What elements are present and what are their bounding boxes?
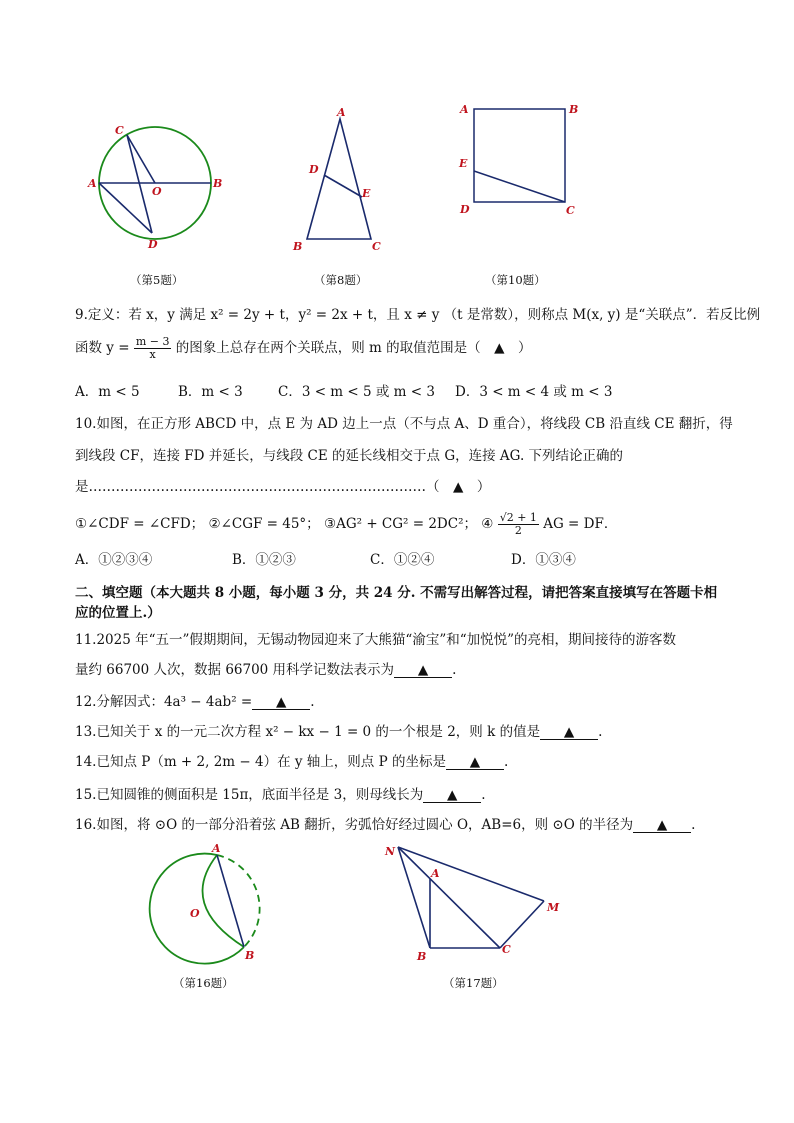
label-a: A [431, 867, 440, 880]
q12-answer-blank[interactable]: ▲ [252, 695, 310, 710]
q10-line2: 到线段 CF，连接 FD 并延长，与线段 CE 的延长线相交于点 G，连接 AG. 下列结论正确的 [75, 448, 624, 464]
q9-option-d: D．3 < m < 4 或 m < 3 [455, 384, 613, 400]
q12 [75, 692, 315, 712]
label-b: B [569, 103, 579, 116]
q15 [75, 785, 486, 805]
label-d: D [460, 203, 470, 216]
q9-line1: 9.定义：若 x，y 满足 x² = 2y + t，y² = 2x + t，且 x ≠ y （t 是常数），则称点 M(x, y) 是“关联点”．若反比例 [75, 307, 761, 323]
figure-16 [150, 843, 280, 963]
q11-line1: 11.2025 年“五一”假期期间，无锡动物园迎来了大熊猫“渝宝”和“加悦悦”的亮相，期间接待的游客数 [75, 632, 677, 648]
q13-text: 13.已知关于 x 的一元二次方程 x² − kx − 1 = 0 的一个根是 2，则 k 的值是 [75, 724, 541, 740]
q10-statement-3: ③AG² + CG² = 2DC²； [323, 516, 477, 532]
section2-heading-line2: 应的位置上.） [75, 605, 161, 621]
q16-text: 16.如图，将 ⊙O 的一部分沿着弦 AB 翻折，劣弧恰好经过圆心 O，AB=6，则 ⊙O 的半径为 [75, 817, 634, 833]
label-a: A [337, 106, 346, 119]
q10-statement-2: ②∠CGF = 45°； [208, 516, 320, 532]
q15-answer-blank[interactable]: ▲ [423, 788, 481, 803]
q10-frac-num: √2 + 1 [499, 511, 537, 524]
label-d: D [148, 238, 158, 251]
chord-ab [217, 855, 244, 947]
q15-text: 15.已知圆锥的侧面积是 15π，底面半径是 3，则母线长为 [75, 787, 424, 803]
q10-option-d: D．①③④ [511, 552, 576, 568]
label-e: E [362, 187, 371, 200]
q10-frac-den: 2 [514, 524, 522, 537]
q9-option-b: B．m < 3 [178, 384, 243, 400]
label-b: B [213, 177, 223, 190]
q10-fraction [498, 512, 539, 537]
label-b: B [293, 240, 303, 253]
figure-10 [455, 100, 585, 220]
label-c: C [502, 943, 511, 956]
square-abcd [474, 109, 565, 202]
segment-ec [474, 171, 565, 202]
label-d: D [309, 163, 319, 176]
segment-nm [398, 847, 544, 901]
q15-post: . [481, 787, 486, 803]
q10-statement-4-post: AG = DF． [543, 516, 618, 532]
q9-option-a: A．m < 5 [75, 384, 140, 400]
q10-statement-4-pre: ④ [481, 516, 494, 532]
q16-answer-blank[interactable]: ▲ [633, 818, 691, 833]
q10-option-c: C．①②④ [370, 552, 435, 568]
q12-text: 12.分解因式：4a³ − 4ab² = [75, 694, 253, 710]
label-m: M [547, 901, 560, 914]
q14-text: 14.已知点 P（m + 2, 2m − 4）在 y 轴上，则点 P 的坐标是 [75, 754, 446, 770]
label-e: E [459, 157, 468, 170]
label-b: B [245, 949, 255, 962]
q11-line2 [75, 660, 456, 680]
segment-co [127, 135, 155, 183]
caption-fig10: （第10题） [485, 273, 546, 287]
caption-fig16: （第16题） [173, 976, 234, 990]
q10-statement-1: ①∠CDF = ∠CFD； [75, 516, 205, 532]
label-a: A [460, 103, 469, 116]
label-a: A [88, 177, 97, 190]
label-o: O [152, 185, 162, 198]
section2-heading-line1: 二、填空题（本大题共 8 小题，每小题 3 分，共 24 分. 不需写出解答过程，请把答案直接填写在答题卡相 [75, 585, 718, 601]
chord-cd [127, 135, 152, 233]
folded-arc [203, 855, 244, 947]
q16 [75, 815, 695, 835]
q10-option-a: A．①②③④ [75, 552, 153, 568]
q9-line2 [75, 336, 532, 361]
q9-line2-pre: 函数 y = [75, 340, 130, 356]
label-c: C [115, 124, 124, 137]
q10-option-b: B．①②③ [232, 552, 296, 568]
q10-line1: 10.如图，在正方形 ABCD 中，点 E 为 AD 边上一点（不与点 A、D 重合），将线段 CB 沿直线 CE 翻折，得 [75, 416, 733, 432]
q9-option-c: C．3 < m < 5 或 m < 3 [278, 384, 435, 400]
q10-line3: 是…………………………………………………………………（ ▲ ） [75, 479, 491, 495]
q13-post: . [598, 724, 603, 740]
figure-8 [288, 105, 398, 255]
caption-fig5: （第5题） [130, 273, 184, 287]
q13 [75, 722, 602, 742]
segment-mc [500, 901, 544, 948]
q16-post: . [691, 817, 696, 833]
q12-post: . [310, 694, 315, 710]
segment-de [324, 175, 362, 197]
circle-o-dashed-arc [217, 855, 260, 947]
triangle-abc [307, 119, 371, 239]
q9-fraction [134, 336, 172, 361]
q14-post: . [503, 754, 509, 770]
q14 [75, 752, 508, 772]
q11-line2-post: . [452, 662, 457, 678]
q10-statements [75, 512, 617, 537]
figure-17 [382, 840, 567, 965]
q14-answer-blank[interactable]: ▲ [446, 755, 504, 770]
q13-answer-blank[interactable]: ▲ [540, 725, 598, 740]
q11-answer-blank[interactable]: ▲ [394, 663, 452, 678]
label-c: C [566, 204, 575, 217]
label-b: B [417, 950, 427, 963]
q9-line2-post: 的图象上总存在两个关联点，则 m 的取值范围是（ ▲ ） [175, 340, 532, 356]
caption-fig8: （第8题） [314, 273, 368, 287]
label-c: C [372, 240, 381, 253]
q9-frac-den: x [149, 348, 156, 361]
figure-5 [80, 118, 230, 258]
label-n: N [385, 845, 396, 858]
label-a: A [212, 842, 221, 855]
q9-frac-num: m − 3 [135, 335, 170, 348]
caption-fig17: （第17题） [443, 976, 504, 990]
label-o: O [190, 907, 200, 920]
chord-ad [99, 183, 152, 233]
q11-line2-pre: 量约 66700 人次，数据 66700 用科学记数法表示为 [75, 662, 395, 678]
